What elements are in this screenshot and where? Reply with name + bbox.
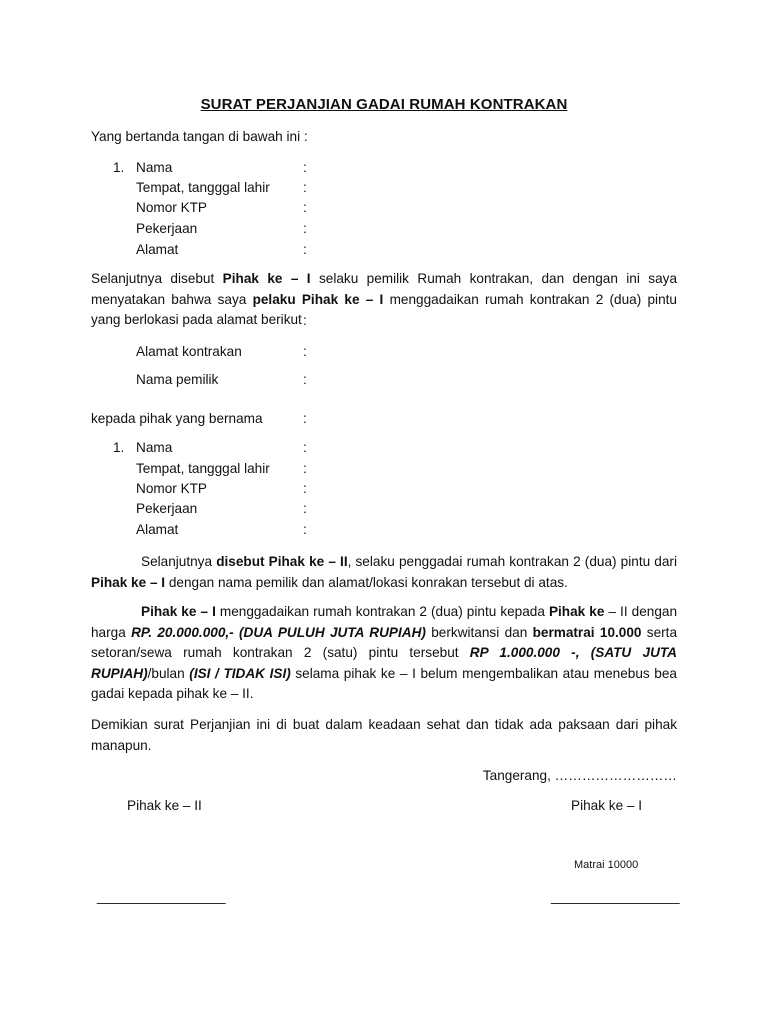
signature-line-party1: _________________	[551, 889, 680, 904]
stamp-note: Matrai 10000	[574, 859, 639, 871]
para3-text-6: selama pihak ke – I belum mengembalikan atau menebus bea gadai kepada pihak ke – II.	[91, 665, 677, 702]
paragraph-party2-statement	[91, 552, 677, 593]
place-date: Tangerang, ………………………	[482, 768, 677, 783]
para3-text-3: berkwitansi dan	[425, 624, 533, 640]
party1-ktp-label: Nomor KTP	[136, 200, 208, 215]
property-address-label: Alamat kontrakan	[136, 344, 242, 359]
to-party-colon: :	[303, 411, 307, 426]
party1-name-label: Nama	[136, 160, 173, 175]
document-title: SURAT PERJANJIAN GADAI RUMAH KONTRAKAN	[200, 96, 568, 113]
party2-birth-label: Tempat, tangggal lahir	[136, 461, 270, 476]
property-owner-colon: :	[303, 372, 307, 387]
para1-bold-2: pelaku Pihak ke – I	[252, 291, 384, 307]
party1-birth-colon: :	[303, 180, 307, 195]
party1-job-colon: :	[303, 221, 307, 236]
para3-text-1: menggadaikan rumah kontrakan 2 (dua) pintu kepada	[215, 604, 549, 619]
party2-ktp-label: Nomor KTP	[136, 481, 208, 496]
party2-name-colon: :	[303, 440, 307, 455]
to-party-label: kepada pihak yang bernama	[91, 411, 263, 426]
property-owner-label: Nama pemilik	[136, 372, 219, 387]
party2-address-colon: :	[303, 522, 307, 537]
para3-text-5: /bulan	[147, 665, 190, 681]
signature-line-party2: _________________	[97, 889, 226, 904]
paragraph-pledge-terms	[91, 602, 677, 705]
para2-text-3: dengan nama pemilik dan alamat/lokasi konrakan tersebut di atas.	[165, 574, 568, 590]
property-address-colon: :	[303, 344, 307, 359]
intro-text: Yang bertanda tangan di bawah ini :	[91, 129, 308, 144]
party2-birth-colon: :	[303, 461, 307, 476]
party2-name-label: Nama	[136, 440, 173, 455]
paragraph-closing: Demikian surat Perjanjian ini di buat dalam keadaan sehat dan tidak ada paksaan dari pihak manapun.	[91, 717, 677, 753]
party1-birth-label: Tempat, tangggal lahir	[136, 180, 270, 195]
para1-colon: :	[303, 313, 307, 328]
party2-address-label: Alamat	[136, 522, 179, 537]
para2-text-1: Selanjutnya	[141, 554, 217, 569]
signature-label-party1: Pihak ke – I	[571, 798, 643, 813]
party1-ktp-colon: :	[303, 200, 307, 215]
para3-text-2: – II dengan harga	[91, 604, 678, 640]
para3-text-4: serta setoran/sewa rumah kontrakan 2 (satu) pintu tersebut	[91, 624, 678, 661]
para2-bold-2: Pihak ke – I	[91, 574, 166, 590]
para3-bold-1: Pihak ke – I	[141, 604, 216, 619]
party2-job-colon: :	[303, 501, 307, 516]
party1-address-colon: :	[303, 242, 307, 257]
party1-number: 1.	[113, 160, 125, 175]
party2-number: 1.	[113, 440, 125, 455]
party1-name-colon: :	[303, 160, 307, 175]
party2-job-label: Pekerjaan	[136, 501, 198, 516]
signature-label-party2: Pihak ke – II	[127, 798, 202, 813]
para1-text-2: selaku pemilik Rumah kontrakan, dan dengan ini saya menyatakan bahwa saya	[91, 271, 677, 307]
para2-bold-1: disebut Pihak ke – II	[216, 554, 348, 569]
party1-address-label: Alamat	[136, 242, 179, 257]
para3-stamp-value: bermatrai 10.000	[532, 624, 642, 640]
para2-text-2: , selaku penggadai rumah kontrakan 2 (dua) pintu dari	[347, 554, 677, 569]
party1-job-label: Pekerjaan	[136, 221, 198, 236]
paragraph-party1-statement	[91, 269, 677, 331]
para3-rent: RP 1.000.000 -, (SATU JUTA RUPIAH)	[91, 645, 677, 681]
para1-text-3: menggadaikan rumah kontrakan 2 (dua) pintu yang berlokasi pada alamat berikut	[91, 291, 677, 328]
para3-bold-2: Pihak ke	[548, 604, 605, 619]
para3-price: RP. 20.000.000,- (DUA PULUH JUTA RUPIAH)	[131, 624, 426, 640]
para1-bold-1: Pihak ke – I	[222, 271, 311, 286]
para3-option: (ISI / TIDAK ISI)	[189, 665, 291, 681]
para1-text-1: Selanjutnya disebut	[91, 271, 223, 286]
party2-ktp-colon: :	[303, 481, 307, 496]
